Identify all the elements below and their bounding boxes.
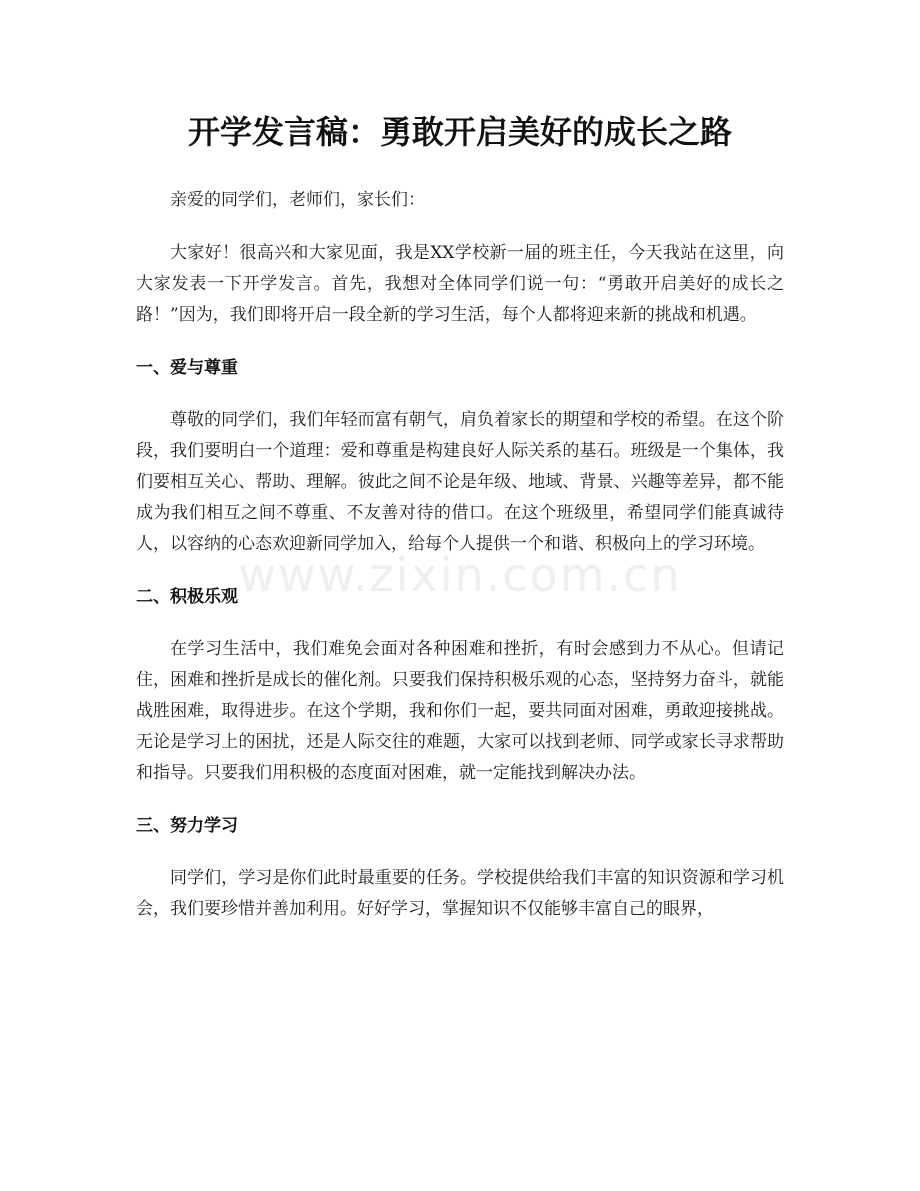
greeting-paragraph: 亲爱的同学们，老师们，家长们：	[170, 190, 425, 210]
section-heading-study: 三、努力学习	[136, 816, 238, 836]
intro-paragraph: 大家好！很高兴和大家见面，我是XX学校新一届的班主任，今天我站在这里，向大家发表一下开学发言。首先，我想对全体同学们说一句：“勇敢开启美好的成长之路！”因为，我们即将开启一段全新的学习生活，每个人都将迎来新的挑战和机遇。	[136, 243, 784, 325]
section-paragraph-optimism: 在学习生活中，我们难免会面对各种困难和挫折，有时会感到力不从心。但请记住，困难和挫折是成长的催化剂。只要我们保持积极乐观的心态，坚持努力奋斗，就能战胜困难，取得进步。在这个学期，我和你们一起，要共同面对困难，勇敢迎接挑战。无论是学习上的困扰，还是人际交往的难题，大家可以找到老师、同学或家长寻求帮助和指导。只要我们用积极的态度面对困难，就一定能找到解决办法。	[136, 639, 784, 783]
section-paragraph-love-respect: 尊敬的同学们，我们年轻而富有朝气，肩负着家长的期望和学校的希望。在这个阶段，我们要明白一个道理：爱和尊重是构建良好人际关系的基石。班级是一个集体，我们要相互关心、帮助、理解。彼此之间不论是年级、地域、背景、兴趣等差异，都不能成为我们相互之间不尊重、不友善对待的借口。在这个班级里，希望同学们能真诚待人，以容纳的心态欢迎新同学加入，给每个人提供一个和谐、积极向上的学习环境。	[136, 410, 784, 554]
section-heading-optimism: 二、积极乐观	[136, 587, 238, 607]
section-paragraph-study: 同学们，学习是你们此时最重要的任务。学校提供给我们丰富的知识资源和学习机会，我们要珍惜并善加利用。好好学习，掌握知识不仅能够丰富自己的眼界，	[136, 868, 784, 919]
section-heading-love-respect: 一、爱与尊重	[136, 358, 238, 378]
watermark: www.zixin.com.cn	[238, 548, 682, 602]
document-title: 开学发言稿：勇敢开启美好的成长之路	[187, 113, 732, 151]
document-body	[136, 185, 784, 925]
